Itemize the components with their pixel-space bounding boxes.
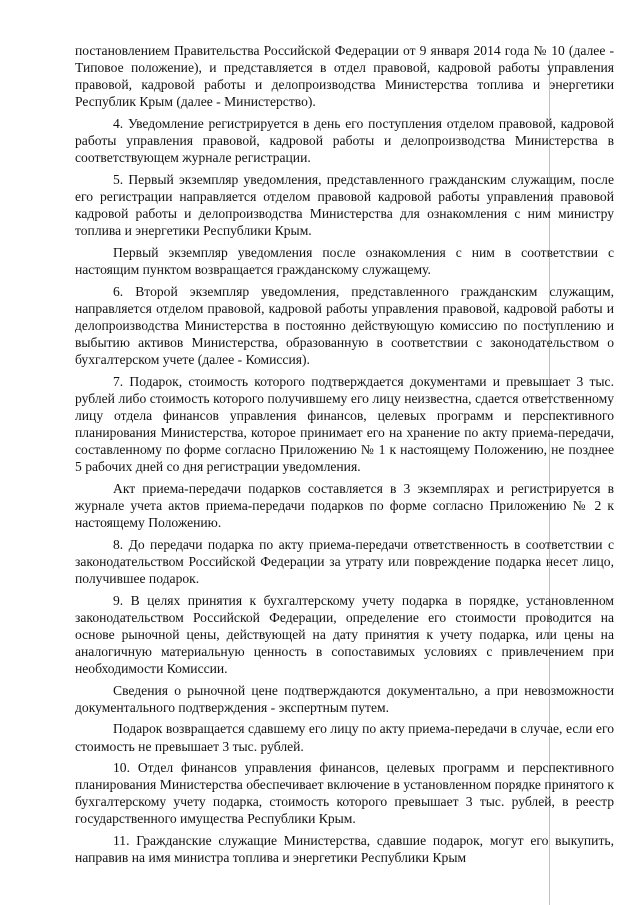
paragraph-clause-7-act: Акт приема-передачи подарков составляется в 3 экземплярах и регистрируется в журнале учета актов приема-передачи подарков по форме согласно Приложению № 2 к настоящему Положению. bbox=[75, 480, 614, 530]
paragraph-clause-4: 4. Уведомление регистрируется в день его поступления отделом правовой, кадровой работы управления правовой, кадровой работы и делопроизводства Министерства в соответствующем журнале регистрации. bbox=[75, 115, 614, 166]
paragraph-clause-5-return: Первый экземпляр уведомления после ознакомления с ним в соответствии с настоящим пунктом возвращается гражданскому служащему. bbox=[75, 244, 614, 277]
document-body bbox=[75, 42, 614, 871]
paragraph-clause-9-market-price: Сведения о рыночной цене подтверждаются документально, а при невозможности документального подтверждения - экспертным путем. bbox=[75, 682, 614, 715]
paragraph-clause-5: 5. Первый экземпляр уведомления, представленного гражданским служащим, после его регистрации направляется отделом правовой кадровой работы управления правовой кадровой работы и делопроизводства Министерства для ознакомления с ним министру топлива и энергетики Республики Крым. bbox=[75, 171, 614, 239]
paragraph-continuation: постановлением Правительства Российской Федерации от 9 января 2014 года № 10 (далее - Типовое положение), и представляется в отдел правовой, кадровой работы управления правовой, кадровой работы и делопроизводства Министерства топлива и энергетики Республик Крым (далее - Министерство). bbox=[75, 43, 614, 110]
paragraph-clause-10: 10. Отдел финансов управления финансов, целевых программ и перспективного планирования Министерства обеспечивает включение в установленном порядке принятого к бухгалтерскому учету подарка, стоимость которого превышает 3 тыс. рублей, в реестр государственного имущества Республики Крым. bbox=[75, 760, 614, 827]
paragraph-clause-9-return: Подарок возвращается сдавшему его лицу по акту приема-передачи в случае, если его стоимость не превышает 3 тыс. рублей. bbox=[75, 721, 614, 754]
paragraph-clause-9: 9. В целях принятия к бухгалтерскому учету подарка в порядке, установленном законодательством Российской Федерации, определение его стоимости проводится на основе рыночной цены, действующей на дату принятия к учету подарка, или цены на аналогичную материальную ценность в сопоставимых условиях с привлечением при необходимости Комиссии. bbox=[75, 592, 614, 676]
paragraph-clause-11: 11. Гражданские служащие Министерства, сдавшие подарок, могут его выкупить, направив на имя министра топлива и энергетики Республики Крым bbox=[75, 833, 614, 866]
paragraph-clause-6: 6. Второй экземпляр уведомления, представленного гражданским служащим, направляется отделом правовой, кадровой работы управления правовой, кадровой работы и делопроизводства Министерства в постоянно действующую комиссию по поступлению и выбытию активов Министерства, образованную в соответствии с законодательством о бухгалтерском учете (далее - Комиссия). bbox=[75, 283, 614, 367]
paragraph-clause-7: 7. Подарок, стоимость которого подтверждается документами и превышает 3 тыс. рублей либо стоимость которого получившему его лицу неизвестна, сдается ответственному лицу отдела финансов управления финансов, целевых программ и перспективного планирования Министерства, которое принимает его на хранение по акту приема-передачи, составленному по форме согласно Приложению № 1 к настоящему Положению, не позднее 5 рабочих дней со дня регистрации уведомления. bbox=[75, 373, 614, 475]
paragraph-clause-8: 8. До передачи подарка по акту приема-передачи ответственность в соответствии с законодательством Российской Федерации за утрату или повреждение подарка несет лицо, получившее подарок. bbox=[75, 536, 614, 586]
